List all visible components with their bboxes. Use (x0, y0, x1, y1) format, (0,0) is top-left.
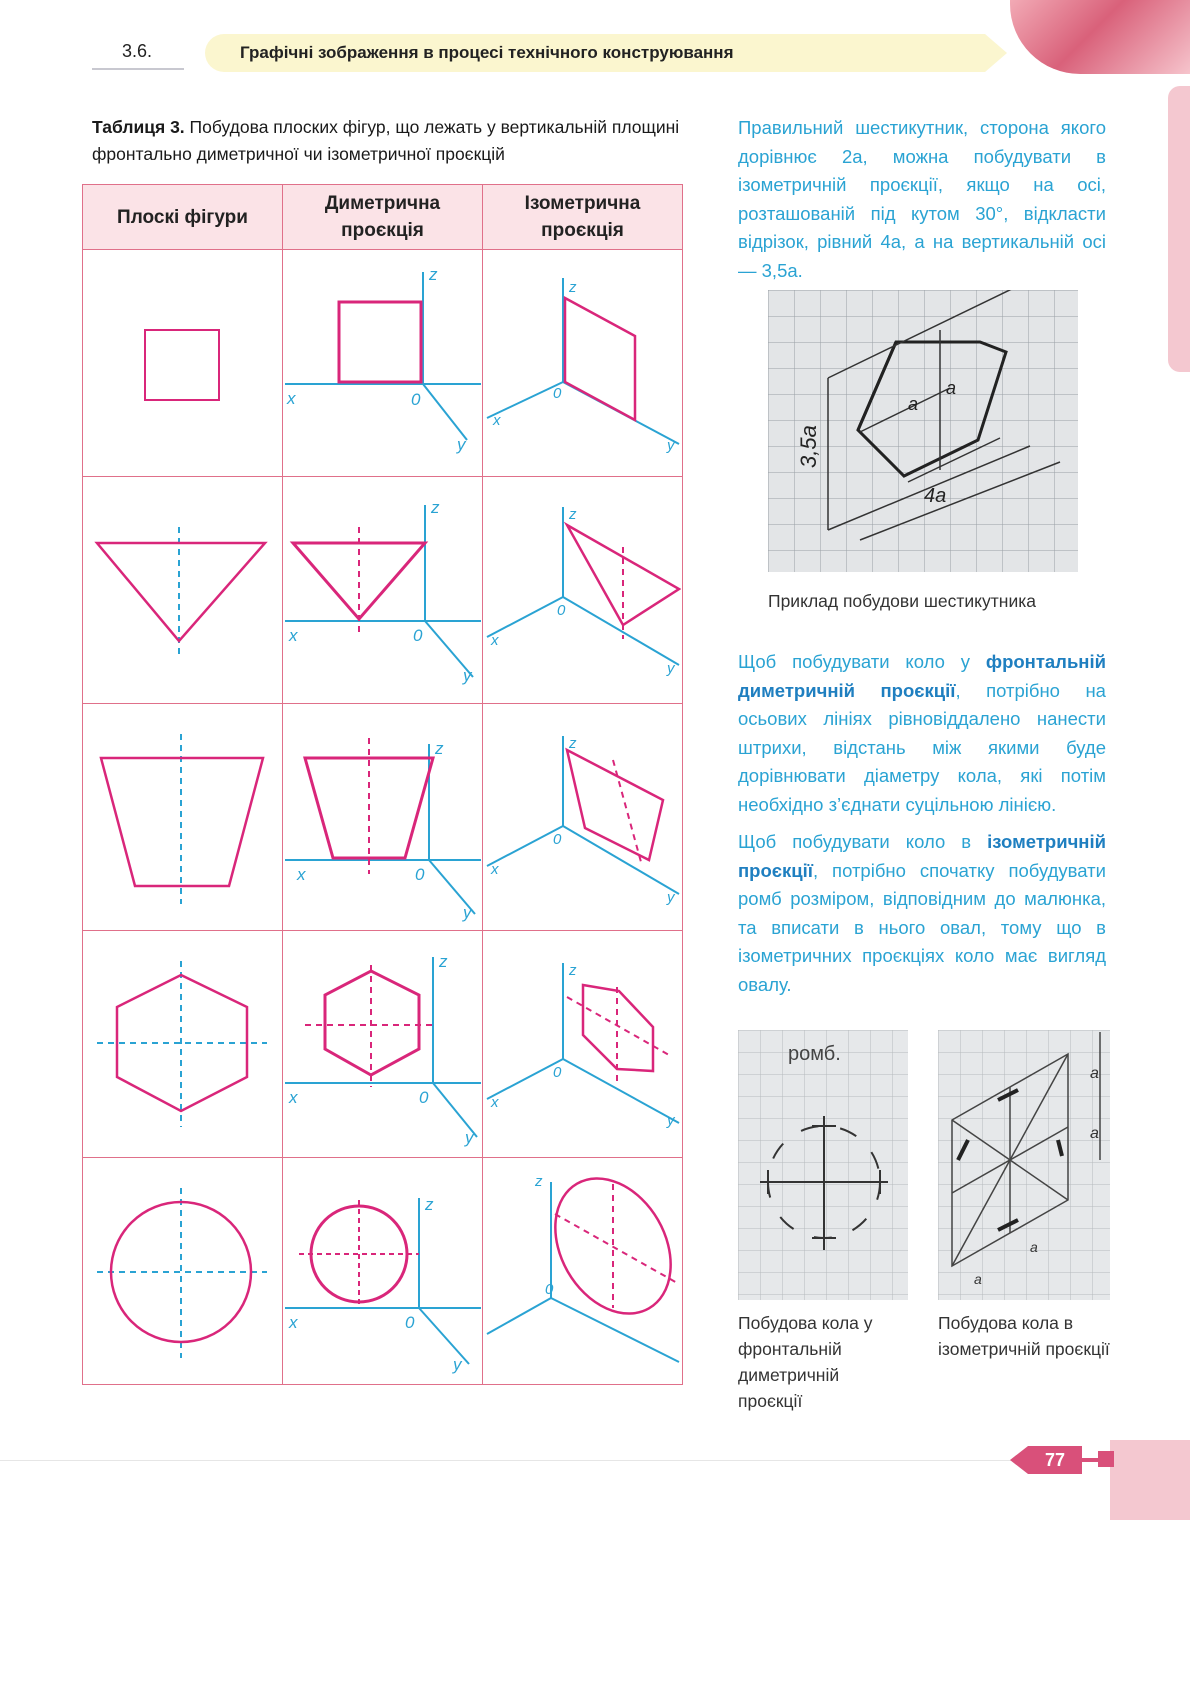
axis-label-origin: 0 (413, 626, 423, 645)
axis-label-z: z (439, 952, 448, 971)
cell-circle-flat (83, 1158, 283, 1385)
cell-square-dimetric (283, 250, 483, 477)
axis-label-y: y (667, 889, 675, 906)
cell-circle-dimetric (283, 1158, 483, 1385)
col-header-flat-figures: Плоскі фігури (83, 185, 283, 250)
axis-label-origin: 0 (557, 602, 566, 619)
axis-label-z: z (425, 1195, 434, 1214)
axis-label-y: y (667, 660, 675, 677)
dimetric-circle-photo (738, 1030, 908, 1300)
dimetric-axes (285, 272, 481, 440)
axis-label-origin: 0 (545, 1281, 554, 1298)
axis-label-y: y (453, 1355, 462, 1374)
table-row-hexagon (83, 931, 683, 1158)
cell-square-flat (83, 250, 283, 477)
axis-label-z: z (435, 739, 444, 758)
axis-label-x: x (289, 1088, 298, 1107)
axis-label-x: x (289, 1313, 298, 1332)
axis-label-z: z (569, 735, 577, 752)
axis-label-x: x (289, 626, 298, 645)
hexagon-construction-photo (768, 290, 1078, 572)
para2-end: , потрібно на осьових лініях рівновіддалено нанести штрихи, відстань між якими буде дорівнювати діаметру кола, які потім необхідно з’єднати суцільною лінією. (738, 679, 1106, 815)
rhombus-label: ромб. (788, 1043, 841, 1065)
axis-label-y: y (463, 903, 472, 922)
axis-label-y: y (465, 1128, 474, 1147)
side-label-right: a (1030, 1239, 1038, 1255)
hexagon-paragraph: Правильний шестикутник, сторона якого дорівнює 2а, можна побудувати в ізометричній проєкції, якщо на осі, розташованій під кутом 30°, відкласти відрізок, рівний 4а, а на вертикальній осі — 3,5а. (738, 117, 1106, 281)
side-label-left: a (974, 1271, 982, 1287)
axis-label-y: y (667, 1112, 675, 1129)
axis-label-origin: 0 (553, 831, 562, 848)
axis-label-x: x (491, 861, 499, 878)
axis-label-z: z (429, 265, 438, 284)
table-caption-label: Таблиця 3. (92, 117, 185, 137)
axis-label-x: x (297, 865, 306, 884)
cell-hexagon-dimetric (283, 931, 483, 1158)
cell-square-isometric (483, 250, 683, 477)
para3-bold: ізометричній проєкції (738, 831, 1106, 881)
table-header-row (83, 185, 683, 250)
axis-label-y: y (463, 666, 472, 685)
square-dimetric-shape (339, 302, 421, 382)
isometric-circle-paragraph (738, 828, 1106, 1000)
bottom-tab-decoration (1110, 1440, 1190, 1520)
para3-start: Щоб побудувати коло в (738, 831, 988, 852)
label-side-1: a (908, 394, 919, 414)
axis-label-x: x (491, 1094, 499, 1111)
axis-label-origin: 0 (415, 865, 425, 884)
square-shape (145, 330, 219, 400)
para2-start: Щоб побудувати коло у (738, 651, 986, 672)
axis-label-origin: 0 (411, 390, 421, 409)
isometric-circle-photo (938, 1030, 1110, 1300)
axis-label-z: z (431, 498, 440, 517)
dimetric-circle-paragraph (738, 648, 1106, 820)
label-side-2: a (946, 378, 957, 398)
axis-label-x: x (493, 412, 501, 429)
para3-end: , потрібно спочатку побудувати ромб розміром, відповідним до малюнка, та вписати в нього овал, тому що в ізометричних проєкціях коло має вигляд овалу. (738, 859, 1106, 995)
para2-bold: фронтальній диметричній проєкції (738, 651, 1106, 701)
cell-hexagon-isometric (483, 931, 683, 1158)
page-number-square (1098, 1451, 1114, 1467)
cell-trapezoid-dimetric (283, 704, 483, 931)
page-header-title: Графічні зображення в процесі технічного конструювання (240, 43, 734, 62)
footer-divider (0, 1460, 1110, 1461)
axis-label-x: x (287, 389, 296, 408)
cell-trapezoid-isometric (483, 704, 683, 931)
section-number: 3.6. (92, 38, 184, 70)
hexagon-photo-caption: Приклад побудови шестикутника (768, 591, 1036, 611)
col-header-isometric: Ізометрична проєкція (483, 185, 683, 250)
axis-label-y: y (457, 435, 466, 454)
table-row-trapezoid (83, 704, 683, 931)
trapezoid-isometric-shape (567, 750, 663, 860)
dimetric-photo-caption: Побудова кола у фронтальній диметричній проєкції (738, 1313, 873, 1411)
isometric-axes (487, 278, 679, 444)
table-caption (92, 114, 692, 168)
circle-isometric-shape (532, 1158, 681, 1334)
axis-label-origin: 0 (419, 1088, 429, 1107)
triangle-shape (97, 543, 265, 641)
table-row-circle (83, 1158, 683, 1385)
table-row-square (83, 250, 683, 477)
cell-triangle-flat (83, 477, 283, 704)
label-height: 3,5a (796, 425, 821, 468)
table-row-triangle (83, 477, 683, 704)
axis-label-y: y (667, 437, 675, 454)
cell-circle-isometric (483, 1158, 683, 1385)
axis-label-z: z (569, 506, 577, 523)
col-header-dimetric: Диметрична проєкція (283, 185, 483, 250)
axis-label-x: x (491, 632, 499, 649)
side-label-bottom: a (1090, 1125, 1099, 1142)
square-isometric-shape (565, 298, 635, 420)
axis-label-z: z (569, 279, 577, 296)
page-number: 77 (1044, 1450, 1066, 1470)
axis-label-origin: 0 (553, 385, 562, 402)
corner-decoration (1010, 0, 1190, 74)
cell-triangle-isometric (483, 477, 683, 704)
label-width: 4a (924, 485, 947, 507)
cell-trapezoid-flat (83, 704, 283, 931)
axis-label-origin: 0 (553, 1064, 562, 1081)
axis-label-z: z (535, 1173, 543, 1190)
table-caption-text: Побудова плоских фігур, що лежать у вертикальній площині фронтально диметричної чи ізометричної проєкцій (92, 117, 680, 164)
side-label-top: a (1090, 1065, 1099, 1082)
isometric-photo-caption: Побудова кола в ізометричній проєкції (938, 1313, 1110, 1359)
side-tab-decoration (1168, 86, 1190, 372)
cell-hexagon-flat (83, 931, 283, 1158)
cell-triangle-dimetric (283, 477, 483, 704)
axis-label-origin: 0 (405, 1313, 415, 1332)
axis-label-z: z (569, 962, 577, 979)
projection-table (82, 184, 683, 1385)
